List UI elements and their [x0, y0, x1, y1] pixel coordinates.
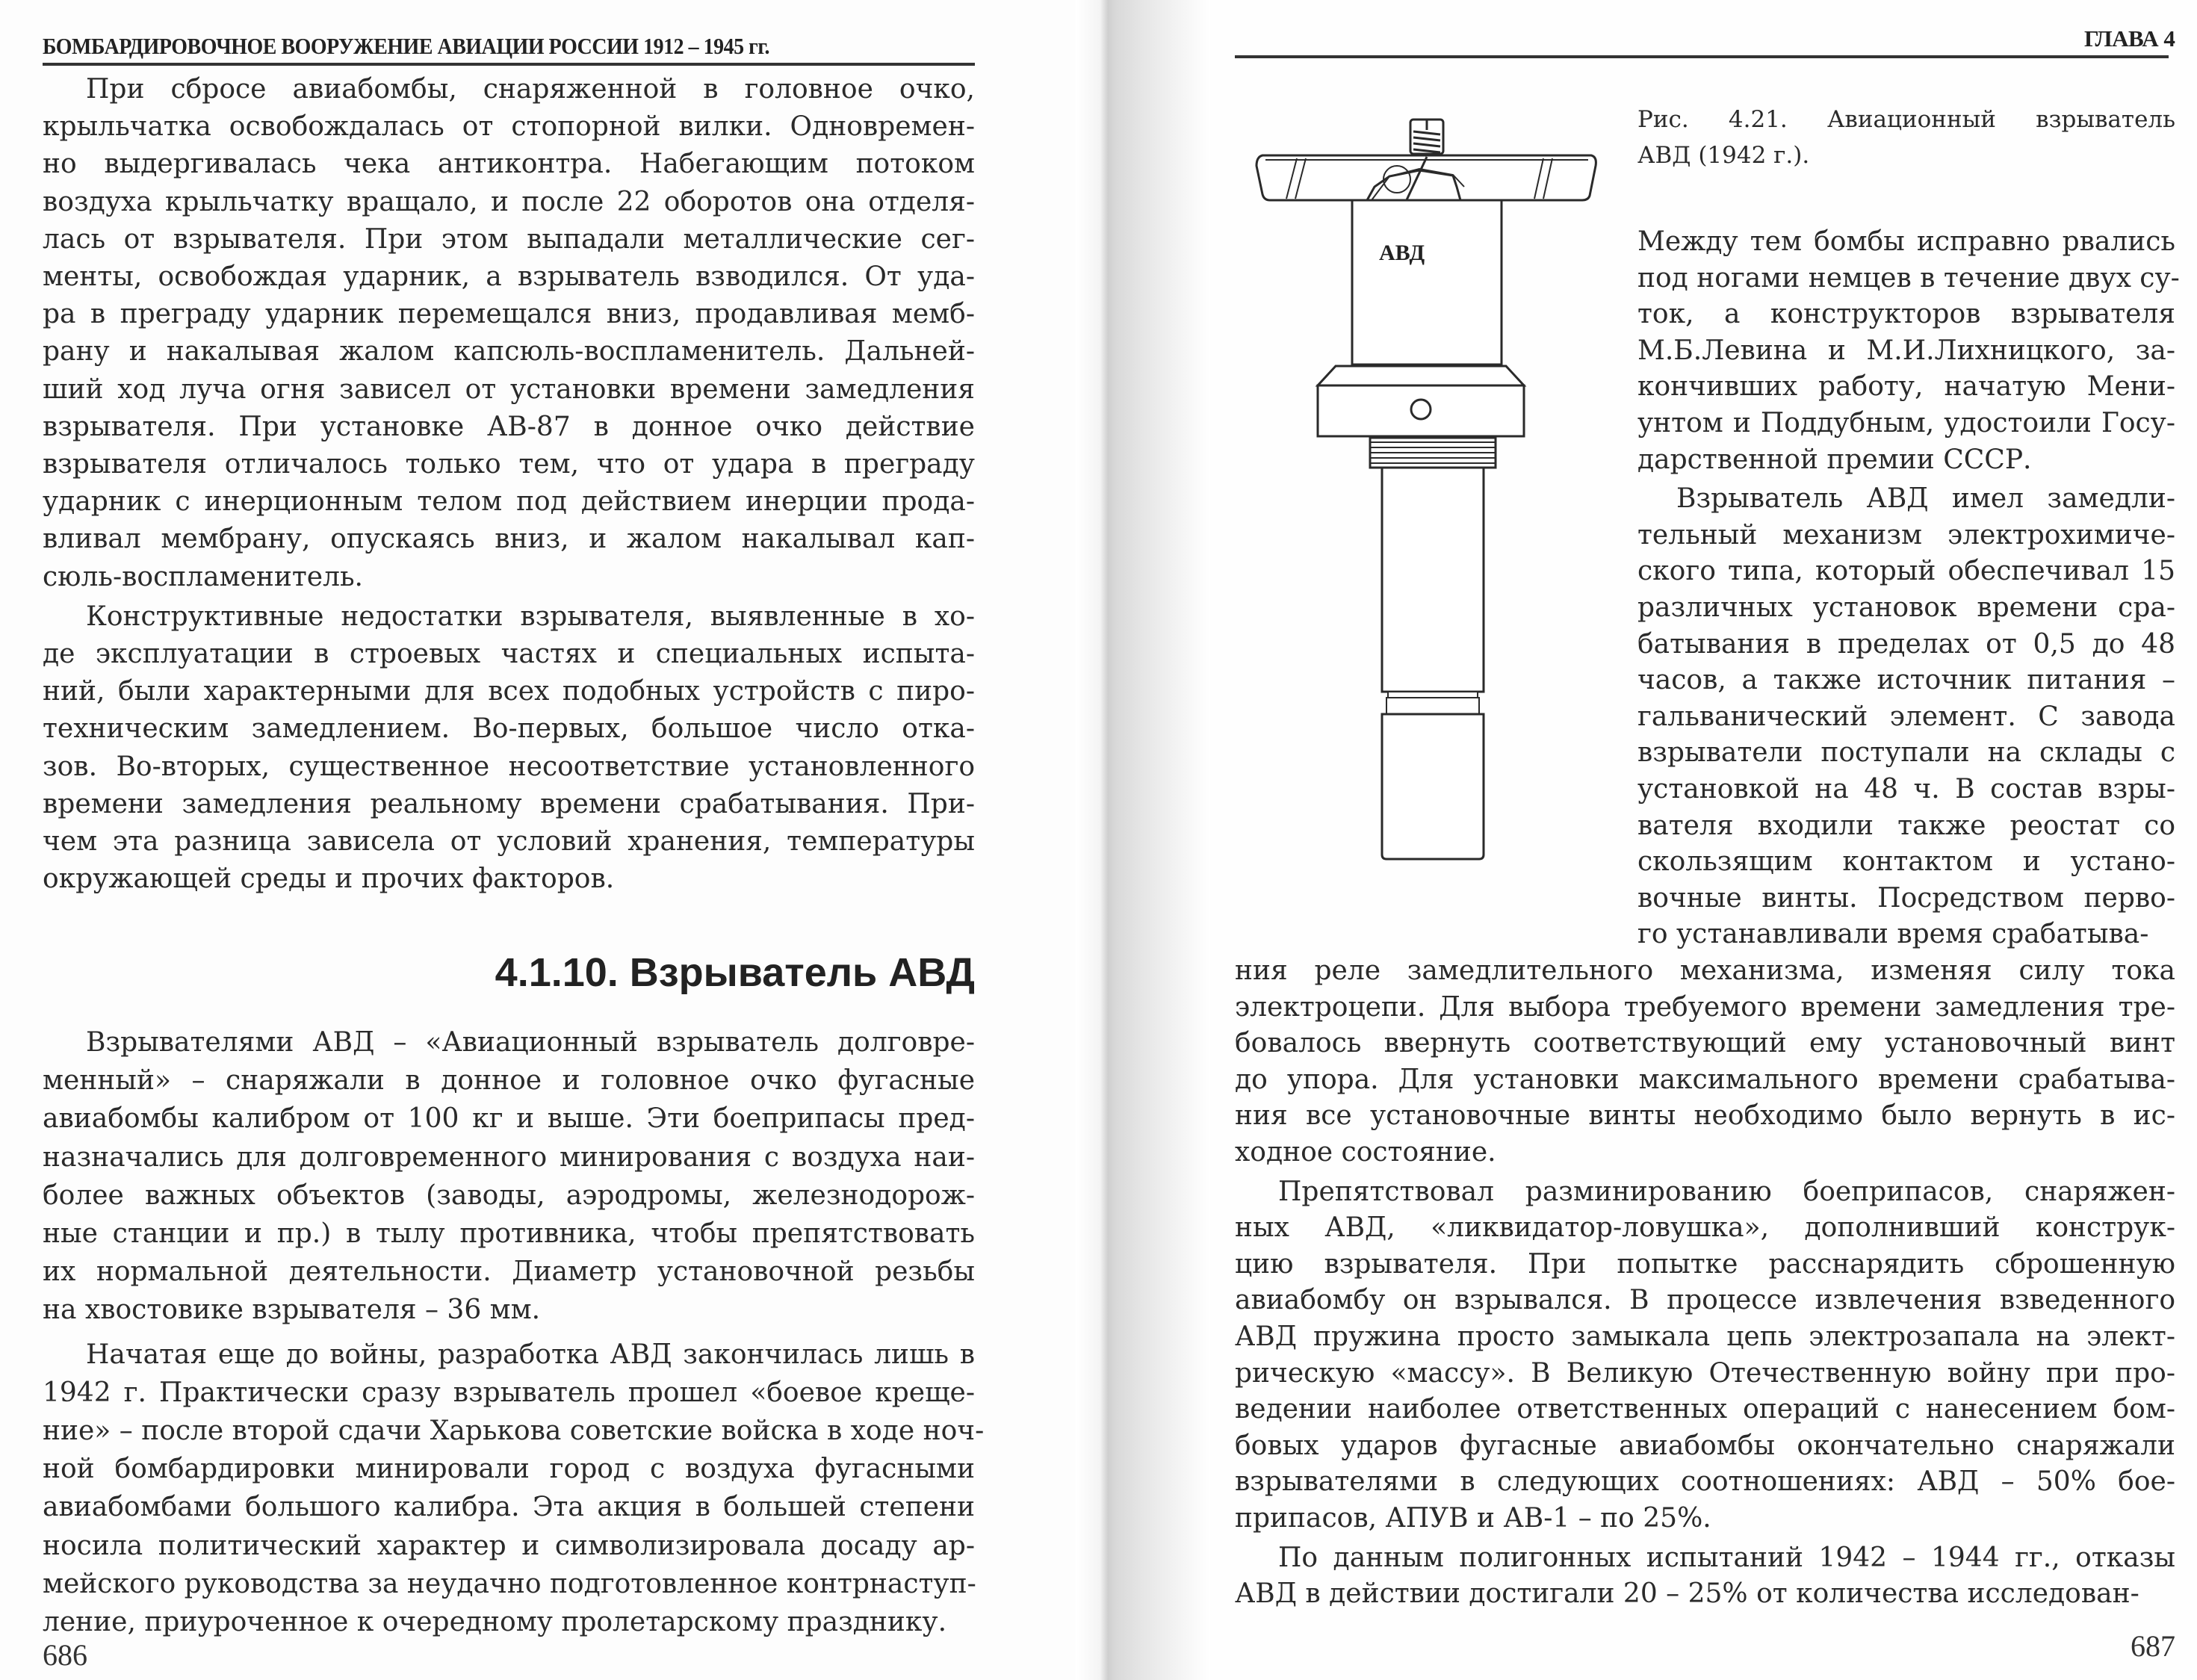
text-line: ходное состояние.: [1235, 1137, 1496, 1168]
text-line: ных АВД, «ликвидатор-ловушка», дополнивший конструк-: [1235, 1212, 2175, 1243]
text-line: Начатая еще до войны, разработка АВД закончилась лишь в: [86, 1339, 975, 1370]
text-line: рану и накалывая жалом капсюль-воспламенитель. Дальней-: [43, 336, 975, 367]
text-line: ского типа, который обеспечивал 15: [1637, 556, 2175, 586]
text-line: припасов, АПУВ и АВ-1 – по 25%.: [1235, 1503, 1711, 1534]
text-line: ление, приуроченное к очередному пролетарскому празднику.: [43, 1607, 947, 1637]
text-line: взрывателя отличалось только тем, что от удара в преграду: [43, 449, 975, 480]
text-line: цию взрывателя. При попытке расснарядить сброшенную: [1235, 1249, 2175, 1280]
text-line: вливал мембрану, опускаясь вниз, и жалом накалывал кап-: [43, 524, 975, 554]
text-line: электроцепи. Для выбора требуемого времени замедления тре-: [1235, 992, 2175, 1023]
text-line: менты, освобождая ударник, а взрыватель взводился. От уда-: [43, 261, 975, 292]
text-line: воздуха крыльчатку вращало, и после 22 оборотов она отделя-: [43, 187, 975, 217]
text-line: вателя входили также реостат со: [1637, 810, 2175, 841]
text-line: унтом и Поддубным, удостоили Госу-: [1637, 408, 2175, 438]
text-line: АВД в действии достигали 20 – 25% от количества исследован-: [1235, 1578, 2139, 1609]
text-line: сюль-воспламенитель.: [43, 562, 363, 592]
text-line: окружающей среды и прочих факторов.: [43, 864, 615, 894]
text-line: взрыватели поступали на склады с: [1637, 737, 2175, 768]
text-line: гальванический элемент. С завода: [1637, 701, 2175, 732]
text-line: техническим замедлением. Во-первых, большое число отка-: [43, 713, 975, 744]
text-line: мейского руководства за неудачно подготовленное контрнаступ-: [43, 1569, 976, 1599]
text-line: Взрывателями АВД – «Авиационный взрыватель долговре-: [86, 1027, 975, 1058]
text-line: При сбросе авиабомбы, снаряженной в головное очко,: [86, 74, 975, 105]
text-line: ния реле замедлительного механизма, изменяя силу тока: [1235, 955, 2175, 986]
text-line: ударник с инерционным телом под действием инерции прода-: [43, 486, 975, 517]
text-line: их нормальной деятельности. Диаметр установочной резьбы: [43, 1256, 975, 1287]
book-gutter: [1076, 0, 1210, 1680]
text-line: но выдергивалась чека антиконтра. Набегающим потоком: [43, 149, 975, 179]
text-line: ведении наиболее ответственных операций с нанесением бом-: [1235, 1394, 2175, 1425]
text-line: Между тем бомбы исправно рвались: [1637, 226, 2175, 257]
page-number-right: 687: [2131, 1629, 2175, 1663]
text-line: ший ход луча огня зависел от установки времени замедления: [43, 374, 975, 405]
text-line: крыльчатка освобождалась от стопорной вилки. Одновремен-: [43, 111, 975, 142]
text-line: Препятствовал разминированию боеприпасов, снаряжен-: [1278, 1177, 2175, 1207]
text-line: под ногами немцев в течение двух су-: [1637, 263, 2180, 294]
text-line: АВД пружина просто замыкала цепь электрозапала на элект-: [1235, 1321, 2175, 1352]
text-line: часов, а также источник питания –: [1637, 665, 2175, 695]
text-line: М.Б.Левина и М.И.Лихницкого, за-: [1637, 335, 2175, 366]
text-line: на хвостовике взрывателя – 36 мм.: [43, 1295, 541, 1325]
text-line: Конструктивные недостатки взрывателя, выявленные в хо-: [86, 601, 975, 632]
text-line: ные станции и пр.) в тылу противника, чтобы препятствовать: [43, 1218, 975, 1249]
text-line: носила политический характер и символизировала досаду ар-: [43, 1531, 975, 1561]
text-line: го устанавливали время срабатыва-: [1637, 919, 2149, 949]
text-line: ние» – после второй сдачи Харькова советские войска в ходе ноч-: [43, 1416, 985, 1446]
section-heading: 4.1.10. Взрыватель АВД: [495, 950, 975, 995]
text-line: до упора. Для установки максимального времени срабатыва-: [1235, 1064, 2175, 1095]
text-line: ний, были характерными для всех подобных устройств с пиро-: [43, 676, 975, 707]
text-line: различных установок времени сра-: [1637, 592, 2175, 623]
text-line: кончивших работу, начатую Мени-: [1637, 371, 2175, 402]
page-number-left: 686: [43, 1638, 87, 1672]
text-line: скользящим контактом и устано-: [1637, 846, 2175, 877]
text-line: назначались для долговременного минирования с воздуха наи-: [43, 1142, 975, 1173]
text-line: менный» – снаряжали в донное и головное очко фугасные: [43, 1065, 975, 1096]
text-line: лась от взрывателя. При этом выпадали металлические сег-: [43, 224, 975, 255]
text-line: ра в преграду ударник перемещался вниз, продавливая мемб-: [43, 299, 975, 329]
text-line: рическую «массу». В Великую Отечественную войну при про-: [1235, 1358, 2175, 1389]
text-line: авиабомбу он взрывался. В процессе извлечения взведенного: [1235, 1285, 2175, 1315]
text-line: ток, а конструкторов взрывателя: [1637, 299, 2175, 329]
text-line: ния все установочные винты необходимо было вернуть в ис-: [1235, 1100, 2175, 1131]
fuze-drawing-icon: [1240, 112, 1614, 867]
text-line: более важных объектов (заводы, аэродромы, железнодорож-: [43, 1180, 975, 1211]
text-line: бовалось ввернуть соответствующий ему установочный винт: [1235, 1028, 2175, 1058]
left-header-rule: [43, 63, 975, 66]
text-line: вочные винты. Посредством перво-: [1637, 883, 2175, 914]
text-line: бовых ударов фугасные авиабомбы окончательно снаряжали: [1235, 1431, 2175, 1461]
right-running-head: ГЛАВА 4: [2084, 25, 2175, 52]
figure-caption-line-1: Рис. 4.21. Авиационный взрыватель: [1637, 106, 2175, 133]
text-line: чем эта разница зависела от условий хранения, температуры: [43, 826, 975, 857]
text-line: де эксплуатации в строевых частях и специальных испыта-: [43, 639, 975, 669]
right-header-rule: [1235, 55, 2169, 58]
text-line: ной бомбардировки минировали город с воздуха фугасными: [43, 1454, 975, 1484]
text-line: авиабомбами большого калибра. Эта акция в большей степени: [43, 1492, 975, 1522]
text-line: 1942 г. Практически сразу взрыватель прошел «боевое креще-: [43, 1377, 975, 1408]
text-line: батывания в пределах от 0,5 до 48: [1637, 629, 2175, 660]
text-line: зов. Во-вторых, существенное несоответствие установленного: [43, 751, 975, 782]
text-line: По данным полигонных испытаний 1942 – 1944 гг., отказы: [1278, 1543, 2175, 1573]
text-line: установкой на 48 ч. В состав взры-: [1637, 774, 2175, 805]
text-line: авиабомбы калибром от 100 кг и выше. Эти боеприпасы пред-: [43, 1103, 975, 1134]
text-line: дарственной премии СССР.: [1637, 444, 2032, 475]
figure-label-avd: АВД: [1379, 241, 1425, 265]
left-running-head: БОМБАРДИРОВОЧНОЕ ВООРУЖЕНИЕ АВИАЦИИ РОССИИ 1912 – 1945 гг.: [43, 33, 769, 59]
text-line: Взрыватель АВД имел замедли-: [1676, 483, 2175, 514]
figure-caption-line-2: АВД (1942 г.).: [1637, 142, 1810, 169]
text-line: взрывателя. При установке АВ-87 в донное очко действие: [43, 412, 975, 442]
text-line: взрывателями в следующих соотношениях: АВД – 50% бое-: [1235, 1466, 2175, 1497]
text-line: времени замедления реальному времени срабатывания. При-: [43, 789, 975, 819]
text-line: тельный механизм электрохимиче-: [1637, 520, 2175, 551]
